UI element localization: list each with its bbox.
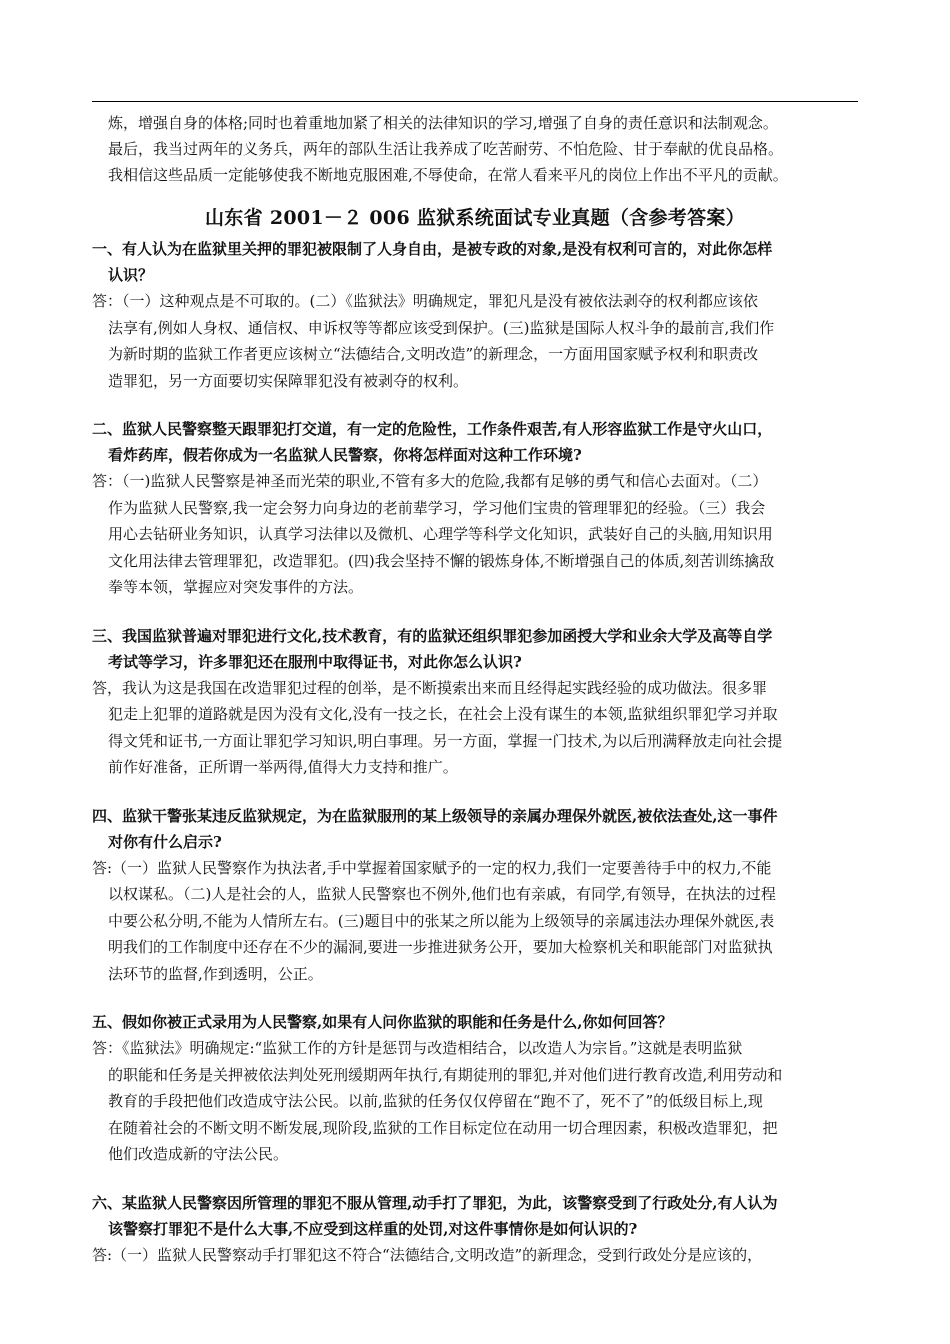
question-line: 认识？ xyxy=(108,266,154,284)
answer-line: 中要公私分明,不能为人情所左右。(三)题目中的张某之所以能为上级领导的亲属违法办理保外就医,表 xyxy=(108,911,775,930)
answer-line: 文化用法律去管理罪犯，改造罪犯。(四)我会坚持不懈的锻炼身体,不断增强自己的体质,刻苦训练擒敌 xyxy=(108,551,775,570)
intro-line: 炼，增强自身的体格;同时也着重地加紧了相关的法律知识的学习,增强了自身的责任意识和法制观念。 xyxy=(108,114,778,132)
question-line: 五、假如你被正式录用为人民警察,如果有人问你监狱的职能和任务是什么,你如何回答？ xyxy=(92,1013,673,1031)
question-line: 一、有人认为在监狱里关押的罪犯被限制了人身自由，是被专政的对象,是没有权利可言的，对此你怎样 xyxy=(92,240,773,258)
question xyxy=(92,416,860,468)
question-line: 六、某监狱人民警察因所管理的罪犯不服从管理,动手打了罪犯，为此，该警察受到了行政处分,有人认为 xyxy=(92,1193,778,1212)
answer-line: 在随着社会的不断文明不断发展,现阶段,监狱的工作目标定位在动用一切合理因素，积极改造罪犯，把 xyxy=(108,1118,778,1137)
qa-item xyxy=(92,1009,860,1168)
answer xyxy=(92,468,860,601)
answer-line: 法享有,例如人身权、通信权、申诉权等等都应该受到保护。(三)监狱是国际人权斗争的最前言,我们作 xyxy=(108,318,775,337)
question-line: 考试等学习，许多罪犯还在服刑中取得证书，对此你怎么认识? xyxy=(108,652,522,671)
answer-line: 犯走上犯罪的道路就是因为没有文化,没有一技之长，在社会上没有谋生的本领,监狱组织罪犯学习并取 xyxy=(108,705,778,723)
answer-line: 答：（一)监狱人民警察是神圣而光荣的职业,不管有多大的危险,我都有足够的勇气和信心去面对。（二） xyxy=(92,472,768,490)
answer-line: 拳等本领，掌握应对突发事件的方法。 xyxy=(108,578,364,596)
qa-item xyxy=(92,416,860,601)
answer xyxy=(92,675,860,781)
intro-line: 最后，我当过两年的义务兵，两年的部队生活让我养成了吃苦耐劳、不怕危险、甘于奉献的优良品格。 xyxy=(108,140,784,158)
question xyxy=(92,236,860,288)
answer-line: 答:（一）监狱人民警察作为执法者,手中掌握着国家赋予的一定的权力,我们一定要善待手中的权力,不能 xyxy=(92,858,772,877)
question-line: 二、监狱人民警察整天跟罪犯打交道，有一定的危险性，工作条件艰苦,有人形容监狱工作是守火山口， xyxy=(92,420,773,438)
answer xyxy=(92,855,860,988)
answer-line: 答：《监狱法》明确规定:“监狱工作的方针是惩罚与改造相结合，以改造人为宗旨。”这就是表明监狱 xyxy=(92,1039,743,1057)
answer-line: 教育的手段把他们改造成守法公民。以前,监狱的任务仅仅停留在“跑不了，死不了”的低级目标上,现 xyxy=(108,1092,763,1110)
intro-paragraph xyxy=(108,110,868,188)
question-line: 对你有什么启示? xyxy=(108,832,222,851)
question xyxy=(92,1009,860,1035)
answer xyxy=(92,1035,860,1168)
qa-item xyxy=(92,1190,860,1269)
answer-line: 他们改造成新的守法公民。 xyxy=(108,1145,289,1163)
answer-line: 的职能和任务是关押被依法判处死刑缓期两年执行,有期徒刑的罪犯,并对他们进行教育改造,利用劳动和 xyxy=(108,1065,783,1084)
header-rule xyxy=(92,101,858,102)
qa-item xyxy=(92,803,860,988)
answer-line: 答:（一）监狱人民警察动手打罪犯这不符合“法德结合,文明改造”的新理念，受到行政处分是应该的， xyxy=(92,1245,763,1264)
question xyxy=(92,1190,860,1242)
answer xyxy=(92,288,860,394)
question xyxy=(92,803,860,855)
answer-line: 法环节的监督,作到透明，公正。 xyxy=(108,964,323,983)
qa-item xyxy=(92,236,860,394)
answer-line: 为新时期的监狱工作者更应该树立“法德结合,文明改造”的新理念，一方面用国家赋予权利和职责改 xyxy=(108,345,759,363)
question-line: 四、监狱干警张某违反监狱规定，为在监狱服刑的某上级领导的亲属办理保外就医,被依法查处,这一事件 xyxy=(92,806,778,825)
qa-item xyxy=(92,623,860,781)
answer-line: 作为监狱人民警察,我一定会努力向身边的老前辈学习，学习他们宝贵的管理罪犯的经验。（三）我会 xyxy=(108,498,766,517)
answer-line: 以权谋私。（二)人是社会的人，监狱人民警察也不例外,他们也有亲戚，有同学,有领导，在执法的过程 xyxy=(108,885,776,903)
answer-line: 得文凭和证书,一方面让罪犯学习知识,明白事理。另一方面，掌握一门技术,为以后刑满释放走向社会提 xyxy=(108,731,783,750)
question-line: 该警察打罪犯不是什么大事,不应受到这样重的处罚,对这件事情你是如何认识的? xyxy=(108,1219,638,1238)
qa-list xyxy=(92,236,860,1268)
answer-line: 明我们的工作制度中还存在不少的漏洞,要进一步推进狱务公开，要加大检察机关和职能部门对监狱执 xyxy=(108,938,773,956)
answer-line: 前作好准备，正所谓一举两得,值得大力支持和推广。 xyxy=(108,758,458,776)
intro-line: 我相信这些品质一定能够使我不断地克服困难,不辱使命，在常人看来平凡的岗位上作出不平凡的贡献。 xyxy=(108,166,788,184)
question-line: 三、我国监狱普遍对罪犯进行文化,技术教育，有的监狱还组织罪犯参加函授大学和业余大学及高等自学 xyxy=(92,626,773,645)
answer xyxy=(92,1242,860,1269)
document-title: 山东省 2001－２ 006 监狱系统面试专业真题（含参考答案） xyxy=(205,207,745,229)
answer-line: 答，我认为这是我国在改造罪犯过程的创举，是不断摸索出来而且经得起实践经验的成功做法。很多罪 xyxy=(92,678,768,697)
answer-line: 用心去钻研业务知识，认真学习法律以及微机、心理学等科学文化知识，武装好自己的头脑,用知识用 xyxy=(108,525,773,543)
answer-line: 答：（一）这种观点是不可取的。(二）《监狱法》明确规定，罪犯凡是没有被依法剥夺的权利都应该依 xyxy=(92,292,758,310)
question-line: 看炸药库，假若你成为一名监狱人民警察，你将怎样面对这种工作环境? xyxy=(108,446,582,464)
answer-line: 造罪犯，另一方面要切实保障罪犯没有被剥夺的权利。 xyxy=(108,371,469,390)
question xyxy=(92,623,860,675)
